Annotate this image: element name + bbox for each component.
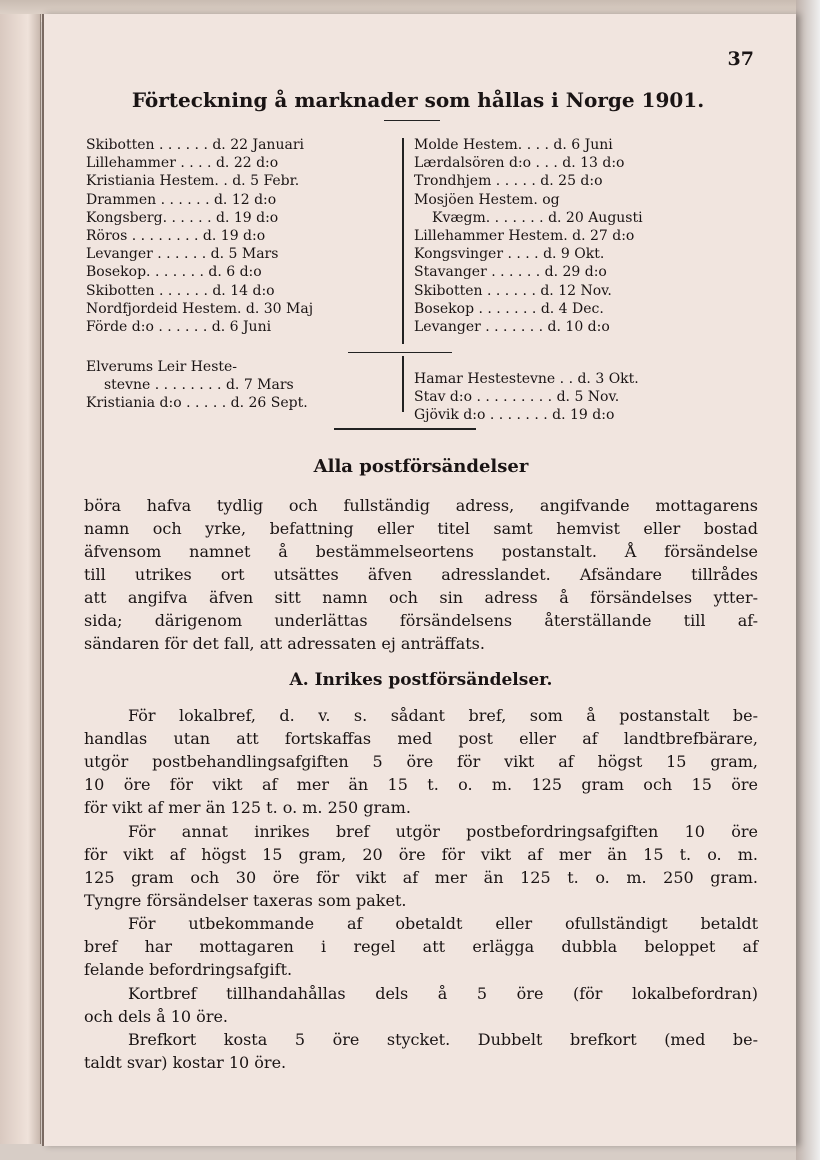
text-line: För lokalbref, d. v. s. sådant bref, som å postanstalt be- <box>128 706 758 725</box>
market-entry: Levanger . . . . . . d. 5 Mars <box>86 246 279 263</box>
market-entry: Kristiania Hestem. . d. 5 Febr. <box>86 173 300 190</box>
book-page <box>42 14 796 1146</box>
text-line: bref har mottagaren i regel att erlägga dubbla beloppet af <box>84 937 758 956</box>
text-line: felande befordringsafgift. <box>84 960 293 979</box>
text-line: För annat inrikes bref utgör postbefordringsafgiften 10 öre <box>128 822 758 841</box>
paragraph-inrikes-bref <box>84 820 758 912</box>
text-line: taldt svar) kostar 10 öre. <box>84 1053 287 1072</box>
text-line: för vikt af högst 15 gram, 20 öre för vikt af mer än 15 t. o. m. <box>84 845 758 864</box>
market-entry: Stav d:o . . . . . . . . . d. 5 Nov. <box>414 389 620 406</box>
page-heading: Förteckning å marknader som hållas i Norge 1901. <box>131 88 705 112</box>
section-title: A. Inrikes postförsändelser. <box>289 670 553 690</box>
text-line: 125 gram och 30 öre för vikt af mer än 125 t. o. m. 250 gram. <box>84 868 758 887</box>
market-entry: Bosekop. . . . . . . d. 6 d:o <box>86 264 262 281</box>
text-line: sida; därigenom underlättas försändelsens återställande till af- <box>84 611 758 630</box>
horse-divider <box>402 356 404 412</box>
market-entry: Lillehammer Hestem. d. 27 d:o <box>414 228 635 244</box>
market-entry: Kongsberg. . . . . . d. 19 d:o <box>86 209 279 226</box>
page-number: 37 <box>727 48 754 70</box>
text-line: utgör postbehandlingsafgiften 5 öre för vikt af högst 15 gram, <box>84 752 758 771</box>
text-line: till utrikes ort utsättes äfven adresslandet. Afsändare tillrådes <box>84 565 758 584</box>
market-entry: Kongsvinger . . . . d. 9 Okt. <box>414 246 605 263</box>
market-entry: Bosekop . . . . . . . d. 4 Dec. <box>414 300 604 317</box>
background <box>796 0 820 1160</box>
market-entry: Stavanger . . . . . . d. 29 d:o <box>414 264 607 281</box>
market-entry: stevne . . . . . . . . d. 7 Mars <box>104 377 294 394</box>
text-line: handlas utan att fortskaffas med post eller af landtbrefbärare, <box>84 729 758 748</box>
section-rule-2 <box>334 428 476 430</box>
market-entry: Kristiania d:o . . . . . d. 26 Sept. <box>86 395 308 412</box>
market-entry: Skibotten . . . . . . d. 12 Nov. <box>414 282 612 299</box>
market-entry: Förde d:o . . . . . . d. 6 Juni <box>86 319 272 335</box>
market-entry: Lillehammer . . . . d. 22 d:o <box>86 155 279 172</box>
paragraph-kortbref <box>84 982 758 1028</box>
postal-intro <box>84 494 758 655</box>
text-line: att angifva äfven sitt namn och sin adress å försändelses ytter- <box>84 588 758 607</box>
market-entry: Skibotten . . . . . . d. 22 Januari <box>86 137 304 153</box>
column-divider <box>402 138 404 344</box>
paragraph-brefkort <box>84 1028 758 1074</box>
text-line: 10 öre för vikt af mer än 15 t. o. m. 125 gram och 15 öre <box>84 775 758 794</box>
market-entry: Röros . . . . . . . . d. 19 d:o <box>86 228 266 244</box>
market-entry: Levanger . . . . . . . d. 10 d:o <box>414 319 610 335</box>
postal-title: Alla postförsändelser <box>313 456 529 477</box>
market-entry: Elverums Leir Heste- <box>86 359 238 375</box>
market-entry: Molde Hestem. . . . d. 6 Juni <box>414 137 613 153</box>
text-line: sändaren för det fall, att adressaten ej anträffats. <box>84 634 485 653</box>
paragraph-obetaldt <box>84 912 758 981</box>
paragraph-lokalbref <box>84 704 758 819</box>
heading-rule <box>384 120 440 121</box>
market-entry: Kvægm. . . . . . . d. 20 Augusti <box>432 209 643 226</box>
market-entry: Trondhjem . . . . . d. 25 d:o <box>414 173 603 190</box>
market-entry: Mosjöen Hestem. og <box>414 191 560 208</box>
text-line: Tyngre försändelser taxeras som paket. <box>84 891 407 910</box>
market-entry: Drammen . . . . . . d. 12 d:o <box>86 191 277 208</box>
text-line: och dels å 10 öre. <box>84 1007 229 1026</box>
section-rule <box>348 352 452 353</box>
market-entry: Skibotten . . . . . . d. 14 d:o <box>86 282 275 299</box>
text-line: för vikt af mer än 125 t. o. m. 250 gram. <box>84 798 411 817</box>
text-line: För utbekommande af obetaldt eller ofullständigt betaldt <box>128 914 758 933</box>
market-entry: Gjövik d:o . . . . . . . d. 19 d:o <box>414 407 615 424</box>
text-line: Brefkort kosta 5 öre stycket. Dubbelt brefkort (med be- <box>128 1030 758 1049</box>
text-line: Kortbref tillhandahållas dels å 5 öre (för lokalbefordran) <box>128 984 758 1003</box>
text-line: namn och yrke, befattning eller titel samt hemvist eller bostad <box>84 519 758 538</box>
text-line: äfvensom namnet å bestämmelseortens postanstalt. Å försändelse <box>84 542 758 561</box>
facing-page-edge <box>0 14 41 1144</box>
market-entry: Lærdalsören d:o . . . d. 13 d:o <box>414 155 625 172</box>
text-line: böra hafva tydlig och fullständig adress, angifvande mottagarens <box>84 496 758 515</box>
market-entry: Hamar Hestestevne . . d. 3 Okt. <box>414 371 639 387</box>
market-entry: Nordfjordeid Hestem. d. 30 Maj <box>86 300 314 317</box>
